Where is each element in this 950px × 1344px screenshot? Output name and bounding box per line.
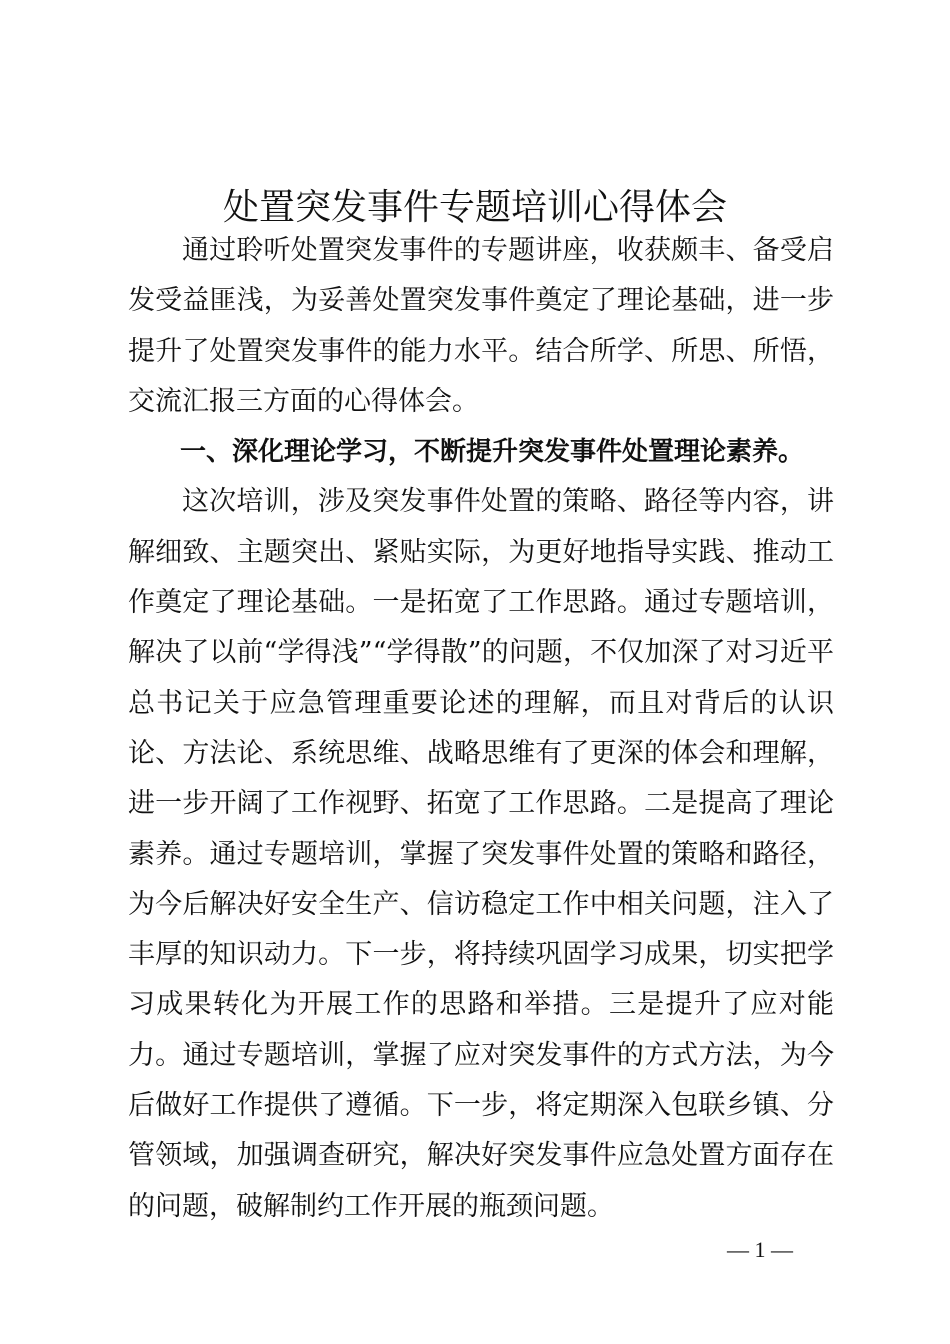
document-body: [128, 226, 834, 1232]
page-number: — 1 —: [727, 1237, 793, 1262]
section-heading: 一、深化理论学习，不断提升突发事件处置理论素养。: [180, 437, 805, 468]
section-paragraph: 这次培训，涉及突发事件处置的策略、路径等内容，讲解细致、主题突出、紧贴实际，为更好地指导实践、推动工作奠定了理论基础。一是拓宽了工作思路。通过专题培训，解决了以前“学得浅”“学得散”的问题，不仅加深了对习近平总书记关于应急管理重要论述的理解，而且对背后的认识论、方法论、系统思维、战略思维有了更深的体会和理解，进一步开阔了工作视野、拓宽了工作思路。二是提高了理论素养。通过专题培训，掌握了突发事件处置的策略和路径，为今后解决好安全生产、信访稳定工作中相关问题，注入了丰厚的知识动力。下一步，将持续巩固学习成果，切实把学习成果转化为开展工作的思路和举措。三是提升了应对能力。通过专题培训，掌握了应对突发事件的方式方法，为今后做好工作提供了遵循。下一步，将定期深入包联乡镇、分管领域，加强调查研究，解决好突发事件应急处置方面存在的问题，破解制约工作开展的瓶颈问题。: [128, 486, 834, 1222]
document-title: 处置突发事件专题培训心得体会: [222, 187, 727, 228]
intro-paragraph: 通过聆听处置突发事件的专题讲座，收获颇丰、备受启发受益匪浅，为妥善处置突发事件奠定了理论基础，进一步提升了处置突发事件的能力水平。结合所学、所思、所悟，交流汇报三方面的心得体会。: [128, 235, 834, 417]
